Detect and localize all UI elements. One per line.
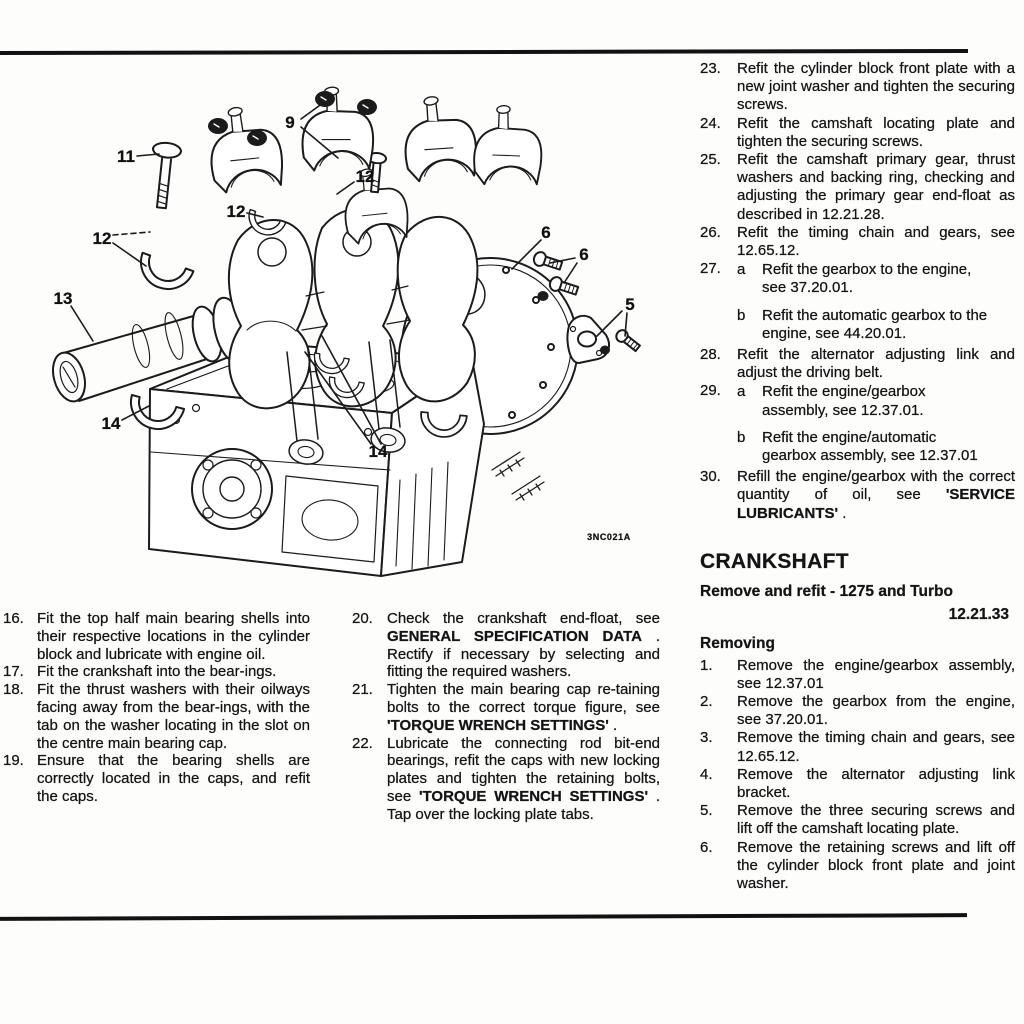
step-text-segment: Fit the thrust washers with their oilways facing away from the bear-ings, with the tab on the washer locating in the slot on the centre main bearing cap. [37, 681, 310, 752]
step-number: 26. [700, 223, 721, 241]
step-text-segment: Remove the retaining screws and lift off the cylinder block front plate and joint washer. [737, 838, 1015, 893]
step-body [37, 663, 310, 681]
step-text-segment: . Rectify if necessary by selecting and fitting the required washers. [387, 627, 661, 681]
step-body [737, 468, 1015, 523]
substep-item [737, 383, 1015, 419]
step-text-segment: Refit the camshaft primary gear, thrust washers and backing ring, checking and adjusting the primary gear end-float as described in 12.21.28. [737, 151, 1015, 223]
step-text-segment: Remove the three securing screws and lift off the camshaft locating plate. [737, 802, 1015, 838]
figure-callout-9-0: 9 [285, 113, 295, 132]
bold-reference-text: 'TORQUE WRENCH SETTINGS' [418, 787, 649, 805]
step-body [737, 802, 1015, 838]
step-text [737, 151, 1015, 224]
step-text-segment: Refit the engine/gearbox assembly, see 12.37.01. [762, 383, 926, 419]
step-body [737, 839, 1015, 894]
step-item [700, 693, 1015, 729]
step-number: 1. [700, 656, 713, 674]
step-text-segment: Remove the timing chain and gears, see 12.65.12. [737, 729, 1015, 765]
step-text [37, 681, 310, 752]
step-body [737, 260, 1015, 346]
step-number: 25. [700, 151, 721, 169]
section-heading: CRANKSHAFT [700, 550, 849, 573]
step-item [700, 766, 1015, 802]
step-number: 20. [352, 610, 373, 627]
substep-item [737, 261, 1015, 297]
step-text-segment: . Tap over the locking plate tabs. [387, 787, 660, 823]
substep-text [762, 261, 992, 297]
step-text [737, 468, 1015, 523]
bold-reference-text: 'TORQUE WRENCH SETTINGS' [387, 716, 609, 734]
step-text [387, 735, 660, 824]
step-text [737, 346, 1015, 382]
step-number: 4. [700, 765, 713, 783]
step-number: 16. [3, 610, 24, 627]
step-number: 21. [352, 681, 373, 699]
step-body [37, 681, 310, 752]
substep-item [737, 429, 1015, 465]
step-text [737, 115, 1015, 151]
figure-callout-6-8: 6 [541, 223, 551, 242]
step-text-segment: Fit the crankshaft into the bear-ings. [37, 663, 277, 681]
step-item [700, 151, 1015, 224]
step-item [3, 752, 310, 805]
step-item [700, 468, 1015, 523]
section-subheading: Remove and refit - 1275 and Turbo [700, 583, 953, 600]
step-body [737, 60, 1015, 115]
figure-callout-14-7: 14 [368, 442, 388, 461]
step-text-segment: Refit the timing chain and gears, see 12.65.12. [737, 223, 1015, 260]
substep-item [737, 307, 1015, 343]
step-text-segment: Lubricate the connecting rod bit-end bearings, refit the caps with new locking plates and tighten the retaining bolts, see [387, 734, 660, 805]
step-text-segment: Refit the cylinder block front plate with a new joint washer and tighten the securing screws. [737, 60, 1015, 114]
step-number: 27. [700, 260, 721, 278]
step-body [737, 382, 1015, 468]
step-body [737, 693, 1015, 729]
step-item [700, 346, 1015, 382]
step-item [700, 729, 1015, 765]
step-number: 6. [700, 838, 713, 856]
refit-steps-list [700, 60, 1015, 523]
step-body [737, 151, 1015, 224]
figure-callout-13-5: 13 [53, 289, 73, 308]
step-number: 30. [700, 468, 721, 486]
step-body [387, 735, 660, 824]
step-item [700, 382, 1015, 468]
figure-callout-6-9: 6 [579, 245, 589, 264]
refitting-steps-left-list [3, 610, 310, 806]
step-text-segment: Refit the camshaft locating plate and tighten the securing screws. [737, 114, 1015, 150]
step-text [737, 839, 1015, 894]
step-text-segment: Refit the gearbox to the engine, see 37.20.01. [762, 261, 972, 297]
step-text [387, 610, 660, 681]
step-text [37, 663, 310, 681]
figure-callout-12-2: 12 [355, 167, 375, 186]
step-text [737, 729, 1015, 765]
step-item [3, 610, 310, 663]
step-text [37, 752, 310, 805]
step-item [3, 681, 310, 752]
step-body [737, 115, 1015, 151]
step-body [737, 657, 1015, 693]
step-number: 5. [700, 802, 713, 820]
step-text-segment: Refill the engine/gearbox with the correct quantity of oil, see [737, 468, 1015, 504]
step-text-segment: Fit the top half main bearing shells into their respective locations in the cylinder block and lubricate with engine oil. [37, 610, 310, 663]
step-body [387, 610, 660, 681]
step-text-segment: Tighten the main bearing cap re-taining bolts to the correct torque figure, see [387, 681, 660, 716]
step-number: 24. [700, 114, 721, 132]
step-item [700, 839, 1015, 894]
step-number: 23. [700, 60, 721, 77]
figure-callout-11-1: 11 [117, 147, 135, 166]
step-number: 22. [352, 734, 373, 752]
operation-ref-number: 12.21.33 [948, 606, 1009, 624]
step-item [700, 115, 1015, 151]
step-text-segment: . [608, 716, 618, 734]
substep-text [762, 429, 992, 465]
step-number: 19. [3, 752, 24, 770]
step-text [737, 224, 1015, 260]
step-item [352, 610, 660, 681]
gasket-plate [567, 316, 641, 363]
step-text [737, 60, 1015, 115]
step-number: 18. [3, 681, 24, 699]
substep-text [762, 307, 992, 343]
bold-reference-text: GENERAL SPECIFICATION DATA [387, 627, 642, 645]
step-number: 28. [700, 346, 721, 364]
substep-letter: a [737, 261, 746, 279]
step-text [37, 610, 310, 663]
crankshaft-section [700, 551, 1015, 893]
substep-letter: b [737, 428, 746, 446]
step-text-segment: Refit the alternator adjusting link and adjust the driving belt. [737, 346, 1015, 382]
step-text-segment: Check the crankshaft end-float, see [387, 610, 660, 627]
step-body [737, 346, 1015, 382]
step-text [737, 802, 1015, 838]
figure-callout-12-3: 12 [226, 202, 246, 221]
step-item [700, 657, 1015, 693]
step-body [737, 729, 1015, 765]
step-text [737, 766, 1015, 802]
removing-steps-list [700, 657, 1015, 894]
substep-letter: a [737, 383, 746, 401]
step-item [700, 802, 1015, 838]
step-body [737, 224, 1015, 260]
step-item [700, 260, 1015, 346]
step-number: 17. [3, 663, 24, 681]
step-number: 29. [700, 382, 721, 400]
step-body [387, 681, 660, 734]
step-text-segment: . [838, 504, 847, 522]
step-text-segment: Remove the alternator adjusting link bracket. [737, 765, 1015, 802]
figure-code: 3NC021A [587, 532, 631, 542]
refitting-steps-middle-list [352, 610, 660, 824]
figure-callout-14-6: 14 [101, 414, 121, 433]
step-item [3, 663, 310, 681]
step-item [352, 681, 660, 734]
step-number: 3. [700, 729, 713, 747]
step-text-segment: Refit the automatic gearbox to the engine, see 44.20.01. [762, 306, 988, 342]
substep-letter: b [737, 306, 746, 324]
removing-label: Removing [700, 635, 775, 653]
bold-reference-text: 'SERVICE LUBRICANTS' [737, 486, 1015, 522]
step-number: 2. [700, 693, 713, 711]
step-text [737, 693, 1015, 729]
step-text-segment: Remove the gearbox from the engine, see 37.20.01. [737, 693, 1015, 729]
step-item [700, 60, 1015, 115]
substep-text [762, 383, 992, 419]
step-item [700, 224, 1015, 260]
step-text-segment: Remove the engine/gearbox assembly, see 12.37.01 [737, 656, 1015, 692]
step-text-segment: Refit the engine/automatic gearbox assembly, see 12.37.01 [762, 428, 978, 465]
step-item [352, 735, 660, 824]
figure-callout-12-4: 12 [92, 229, 112, 248]
step-text-segment: Ensure that the bearing shells are correctly located in the caps, and refit the caps. [37, 752, 310, 805]
step-body [737, 766, 1015, 802]
step-body [37, 752, 310, 805]
step-text [737, 657, 1015, 693]
cap-bolt [147, 142, 182, 210]
figure-callout-5-10: 5 [625, 295, 635, 314]
step-text [387, 681, 660, 734]
step-body [37, 610, 310, 663]
